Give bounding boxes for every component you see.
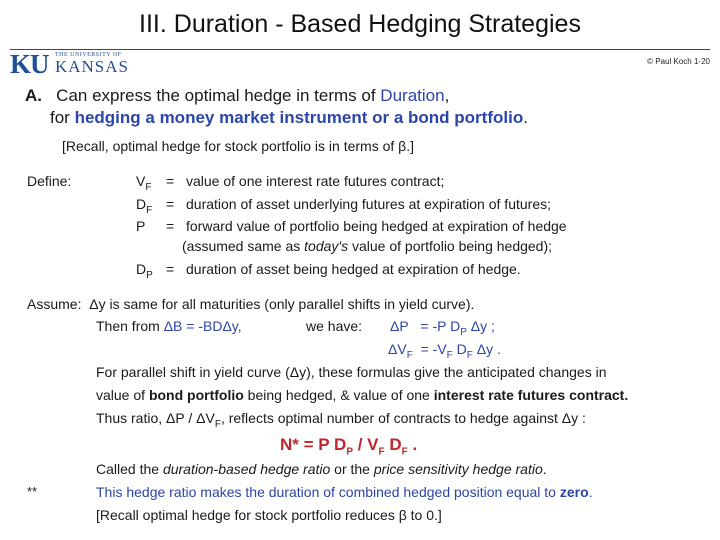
eq2-lhs-sub: F: [406, 349, 413, 361]
closing-pre: Called the: [96, 461, 163, 477]
def-symbol-vf: [136, 173, 152, 193]
def-sym: D: [136, 261, 147, 277]
eq1-post: Δy ;: [466, 318, 495, 334]
logo-kansas: KANSAS: [54, 57, 129, 76]
def-sym: D: [136, 196, 147, 212]
def-symbol-df: [136, 196, 153, 216]
eq-delta-p: [390, 318, 495, 338]
para3-post: , reflects optimal number of contracts to hedge against Δy :: [220, 410, 586, 426]
duration-hedge-ratio: duration-based hedge ratio: [162, 461, 331, 477]
def-symbol-p: [136, 218, 145, 234]
def-symbol-dp: [136, 261, 153, 281]
define-label: Define:: [27, 173, 72, 189]
nstar-sub2: F: [378, 446, 385, 458]
nstar-post: .: [407, 435, 418, 454]
def-sym: P: [136, 218, 146, 234]
zero-duration-text: This hedge ratio makes the duration of combined hedged position equal to: [96, 484, 560, 500]
recall-note: [Recall, optimal hedge for stock portfolio is in terms of β.]: [62, 138, 414, 154]
def-sym: V: [136, 173, 146, 189]
def-equals: =: [166, 173, 175, 189]
def-text-p-cont: [182, 238, 552, 254]
section-a-line1: [25, 86, 449, 106]
para2-pre: value of: [96, 387, 149, 403]
duration-term: Duration: [380, 86, 445, 105]
we-have-label: we have:: [306, 318, 363, 334]
def-sub: F: [145, 181, 152, 193]
bond-portfolio-bold: bond portfolio: [148, 387, 244, 403]
section-a-line2: [50, 108, 528, 128]
def-text-df: duration of asset underlying futures at expiration of futures;: [186, 196, 551, 212]
section-marker: A.: [25, 86, 42, 105]
copyright: © Paul Koch 1-20: [647, 57, 710, 66]
eq2-sub1: F: [446, 349, 453, 361]
def-cont-post: value of portfolio being hedged);: [348, 238, 553, 254]
eq2-mid: = -V: [420, 341, 447, 357]
slide-title: III. Duration - Based Hedging Strategies: [139, 10, 581, 38]
closing-mid: or the: [330, 461, 374, 477]
zero-bold: zero: [559, 484, 589, 500]
para3-pre: Thus ratio, ΔP / ΔV: [96, 410, 215, 426]
def-cont-em: today's: [304, 238, 349, 254]
nstar-mid: / V: [352, 435, 379, 454]
def-cont-pre: (assumed same as: [182, 238, 305, 254]
para-line-2: [96, 387, 628, 403]
then-pre: Then from: [96, 318, 164, 334]
eq1-mid: = -P D: [420, 318, 461, 334]
eq-delta-vf: [388, 341, 501, 361]
zero-post: .: [588, 484, 593, 500]
closing-post: .: [542, 461, 547, 477]
nstar-sub1: P: [346, 446, 353, 458]
ku-logo: [10, 50, 129, 78]
logo-small-text: THE UNIVERSITY OF: [54, 52, 122, 58]
assume-line: [27, 296, 474, 312]
logo-ku: KU: [10, 49, 49, 79]
section-a-text: Can express the optimal hedge in terms of: [56, 86, 381, 105]
bond-formula: ΔB = -BDΔy,: [163, 318, 242, 334]
eq2-post: Δy .: [472, 341, 501, 357]
para-line-1: For parallel shift in yield curve (Δy), these formulas give the anticipated changes in: [96, 364, 607, 380]
def-equals: =: [166, 218, 175, 234]
double-asterisk: **: [27, 484, 38, 499]
assume-text: Δy is same for all maturities (only parallel shifts in yield curve).: [89, 296, 475, 312]
def-sub: P: [146, 269, 153, 281]
called-the-line: [96, 461, 547, 477]
para-line-3: [96, 410, 586, 430]
eq2-sub2: F: [466, 349, 473, 361]
then-from-line: [96, 318, 242, 334]
zero-duration-line: [96, 484, 593, 500]
recall-stock-line: [Recall optimal hedge for stock portfolio reduces β to 0.]: [96, 507, 442, 523]
def-sub: F: [146, 204, 153, 216]
para2-mid: being hedged, & value of one: [243, 387, 434, 403]
optimal-hedge-formula: [280, 435, 418, 458]
section-a-line2-pre: for: [50, 108, 75, 127]
para3-sub: F: [214, 418, 221, 430]
futures-contract-bold: interest rate futures contract.: [433, 387, 629, 403]
def-equals: =: [166, 261, 175, 277]
eq2-d: D: [452, 341, 467, 357]
eq1-lhs: ΔP: [390, 318, 409, 334]
nstar-sub3: F: [401, 446, 408, 458]
def-text-dp: duration of asset being hedged at expiration of hedge.: [186, 261, 521, 277]
hedging-phrase: hedging a money market instrument or a bond portfolio: [74, 108, 524, 127]
eq1-sub: P: [460, 326, 467, 338]
eq2-lhs: ΔV: [388, 341, 407, 357]
def-text-p: forward value of portfolio being hedged at expiration of hedge: [186, 218, 567, 234]
nstar-pre: N* = P D: [280, 435, 347, 454]
def-equals: =: [166, 196, 175, 212]
price-sensitivity-ratio: price sensitivity hedge ratio: [373, 461, 543, 477]
def-text-vf: value of one interest rate futures contract;: [186, 173, 445, 189]
nstar-d: D: [384, 435, 402, 454]
section-a-punct: ,: [444, 86, 450, 105]
assume-label: Assume:: [27, 296, 82, 312]
section-a-line2-post: .: [523, 108, 528, 127]
